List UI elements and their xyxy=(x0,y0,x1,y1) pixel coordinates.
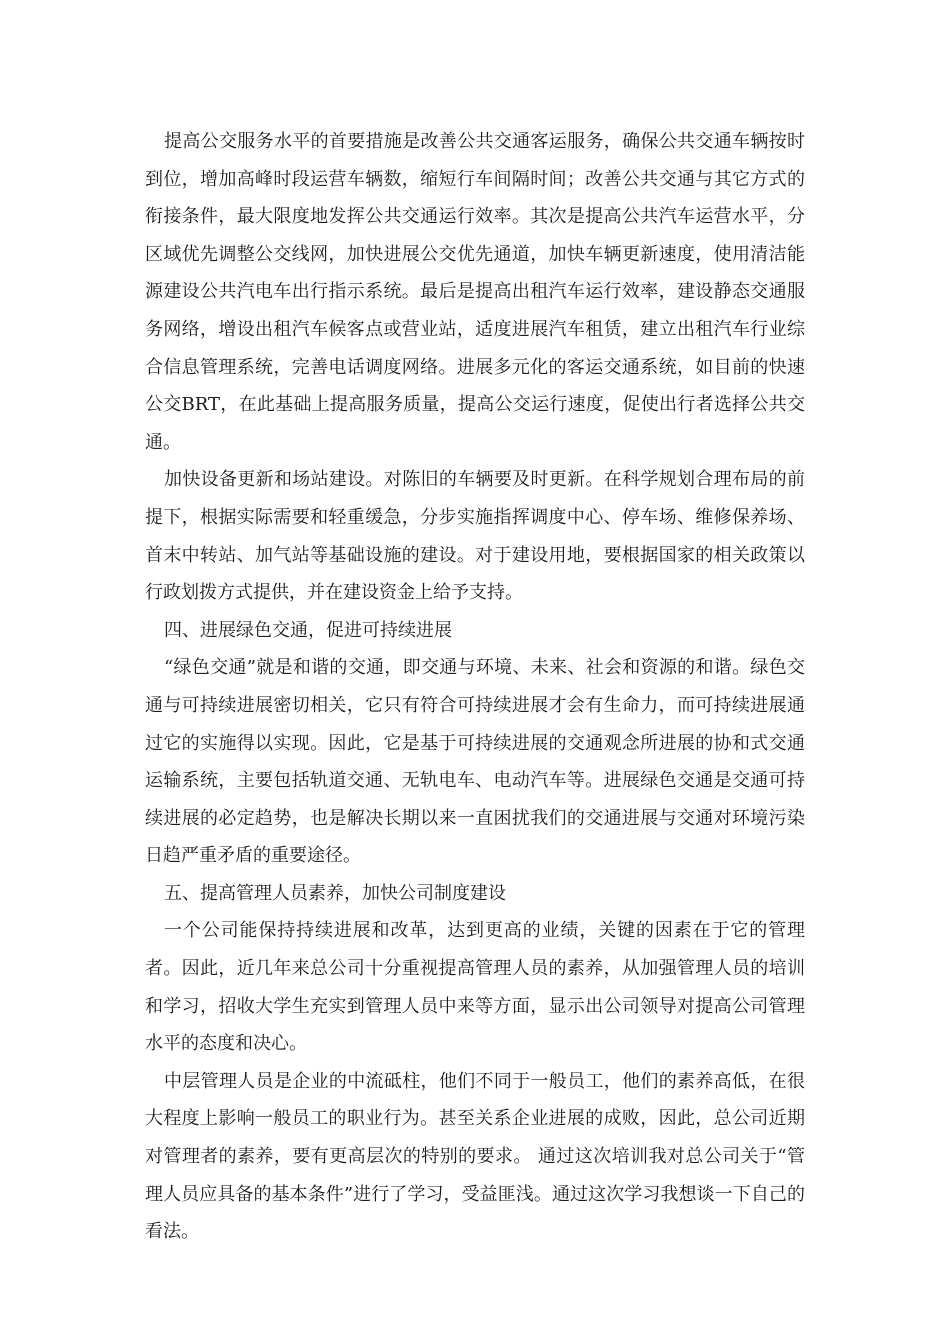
paragraph-green-transport: “绿色交通”就是和谐的交通，即交通与环境、未来、社会和资源的和谐。绿色交通与可持续进展密切相关，它只有符合可持续进展才会有生命力，而可持续进展通过它的实施得以实现。因此，它是基于可持续进展的交通观念所进展的协和式交通运输系统，主要包括轨道交通、无轨电车、电动汽车等。进展绿色交通是交通可持续进展的必定趋势，也是解决长期以来一直困扰我们的交通进展与交通对环境污染日趋严重矛盾的重要途径。 xyxy=(145,657,805,867)
paragraph-equipment-and-stations: 加快设备更新和场站建设。对陈旧的车辆要及时更新。在科学规划合理布局的前提下，根据实际需要和轻重缓急，分步实施指挥调度中心、停车场、维修保养场、首末中转站、加气站等基础设施的建设。对于建设用地，要根据国家的相关政策以行政划拨方式提供，并在建设资金上给予支持。 xyxy=(145,469,805,604)
paragraph-management-quality: 一个公司能保持持续进展和改革，达到更高的业绩，关键的因素在于它的管理者。因此，近几年来总公司十分重视提高管理人员的素养，从加强管理人员的培训和学习，招收大学生充实到管理人员中来等方面，显示出公司领导对提高公司管理水平的态度和决心。 xyxy=(145,920,805,1055)
paragraph-public-transit-service: 提高公交服务水平的首要措施是改善公共交通客运服务，确保公共交通车辆按时到位，增加高峰时段运营车辆数，缩短行车间隔时间；改善公共交通与其它方式的衔接条件，最大限度地发挥公共交通运行效率。其次是提高公共汽车运营水平，分区域优先调整公交线网，加快进展公交优先通道，加快车辆更新速度，使用清洁能源建设公共汽电车出行指示系统。最后是提高出租汽车运行效率，建设静态交通服务网络，增设出租汽车候客点或营业站，适度进展汽车租赁，建立出租汽车行业综合信息管理系统，完善电话调度网络。进展多元化的客运交通系统，如目前的快速公交BRT，在此基础上提高服务质量，提高公交运行速度，促使出行者选择公共交通。 xyxy=(145,131,805,453)
section-heading-management: 五、提高管理人员素养，加快公司制度建设 xyxy=(164,882,506,904)
section-heading-green-transport: 四、进展绿色交通，促进可持续进展 xyxy=(164,619,452,641)
document-body xyxy=(145,123,805,1251)
paragraph-middle-managers: 中层管理人员是企业的中流砥柱，他们不同于一般员工，他们的素养高低，在很大程度上影响一般员工的职业行为。甚至关系企业进展的成败，因此，总公司近期对管理者的素养，要有更高层次的特别的要求。 通过这次培训我对总公司关于“管理人员应具备的基本条件”进行了学习，受益匪浅。通过这次学习我想谈一下自己的看法。 xyxy=(145,1070,805,1243)
